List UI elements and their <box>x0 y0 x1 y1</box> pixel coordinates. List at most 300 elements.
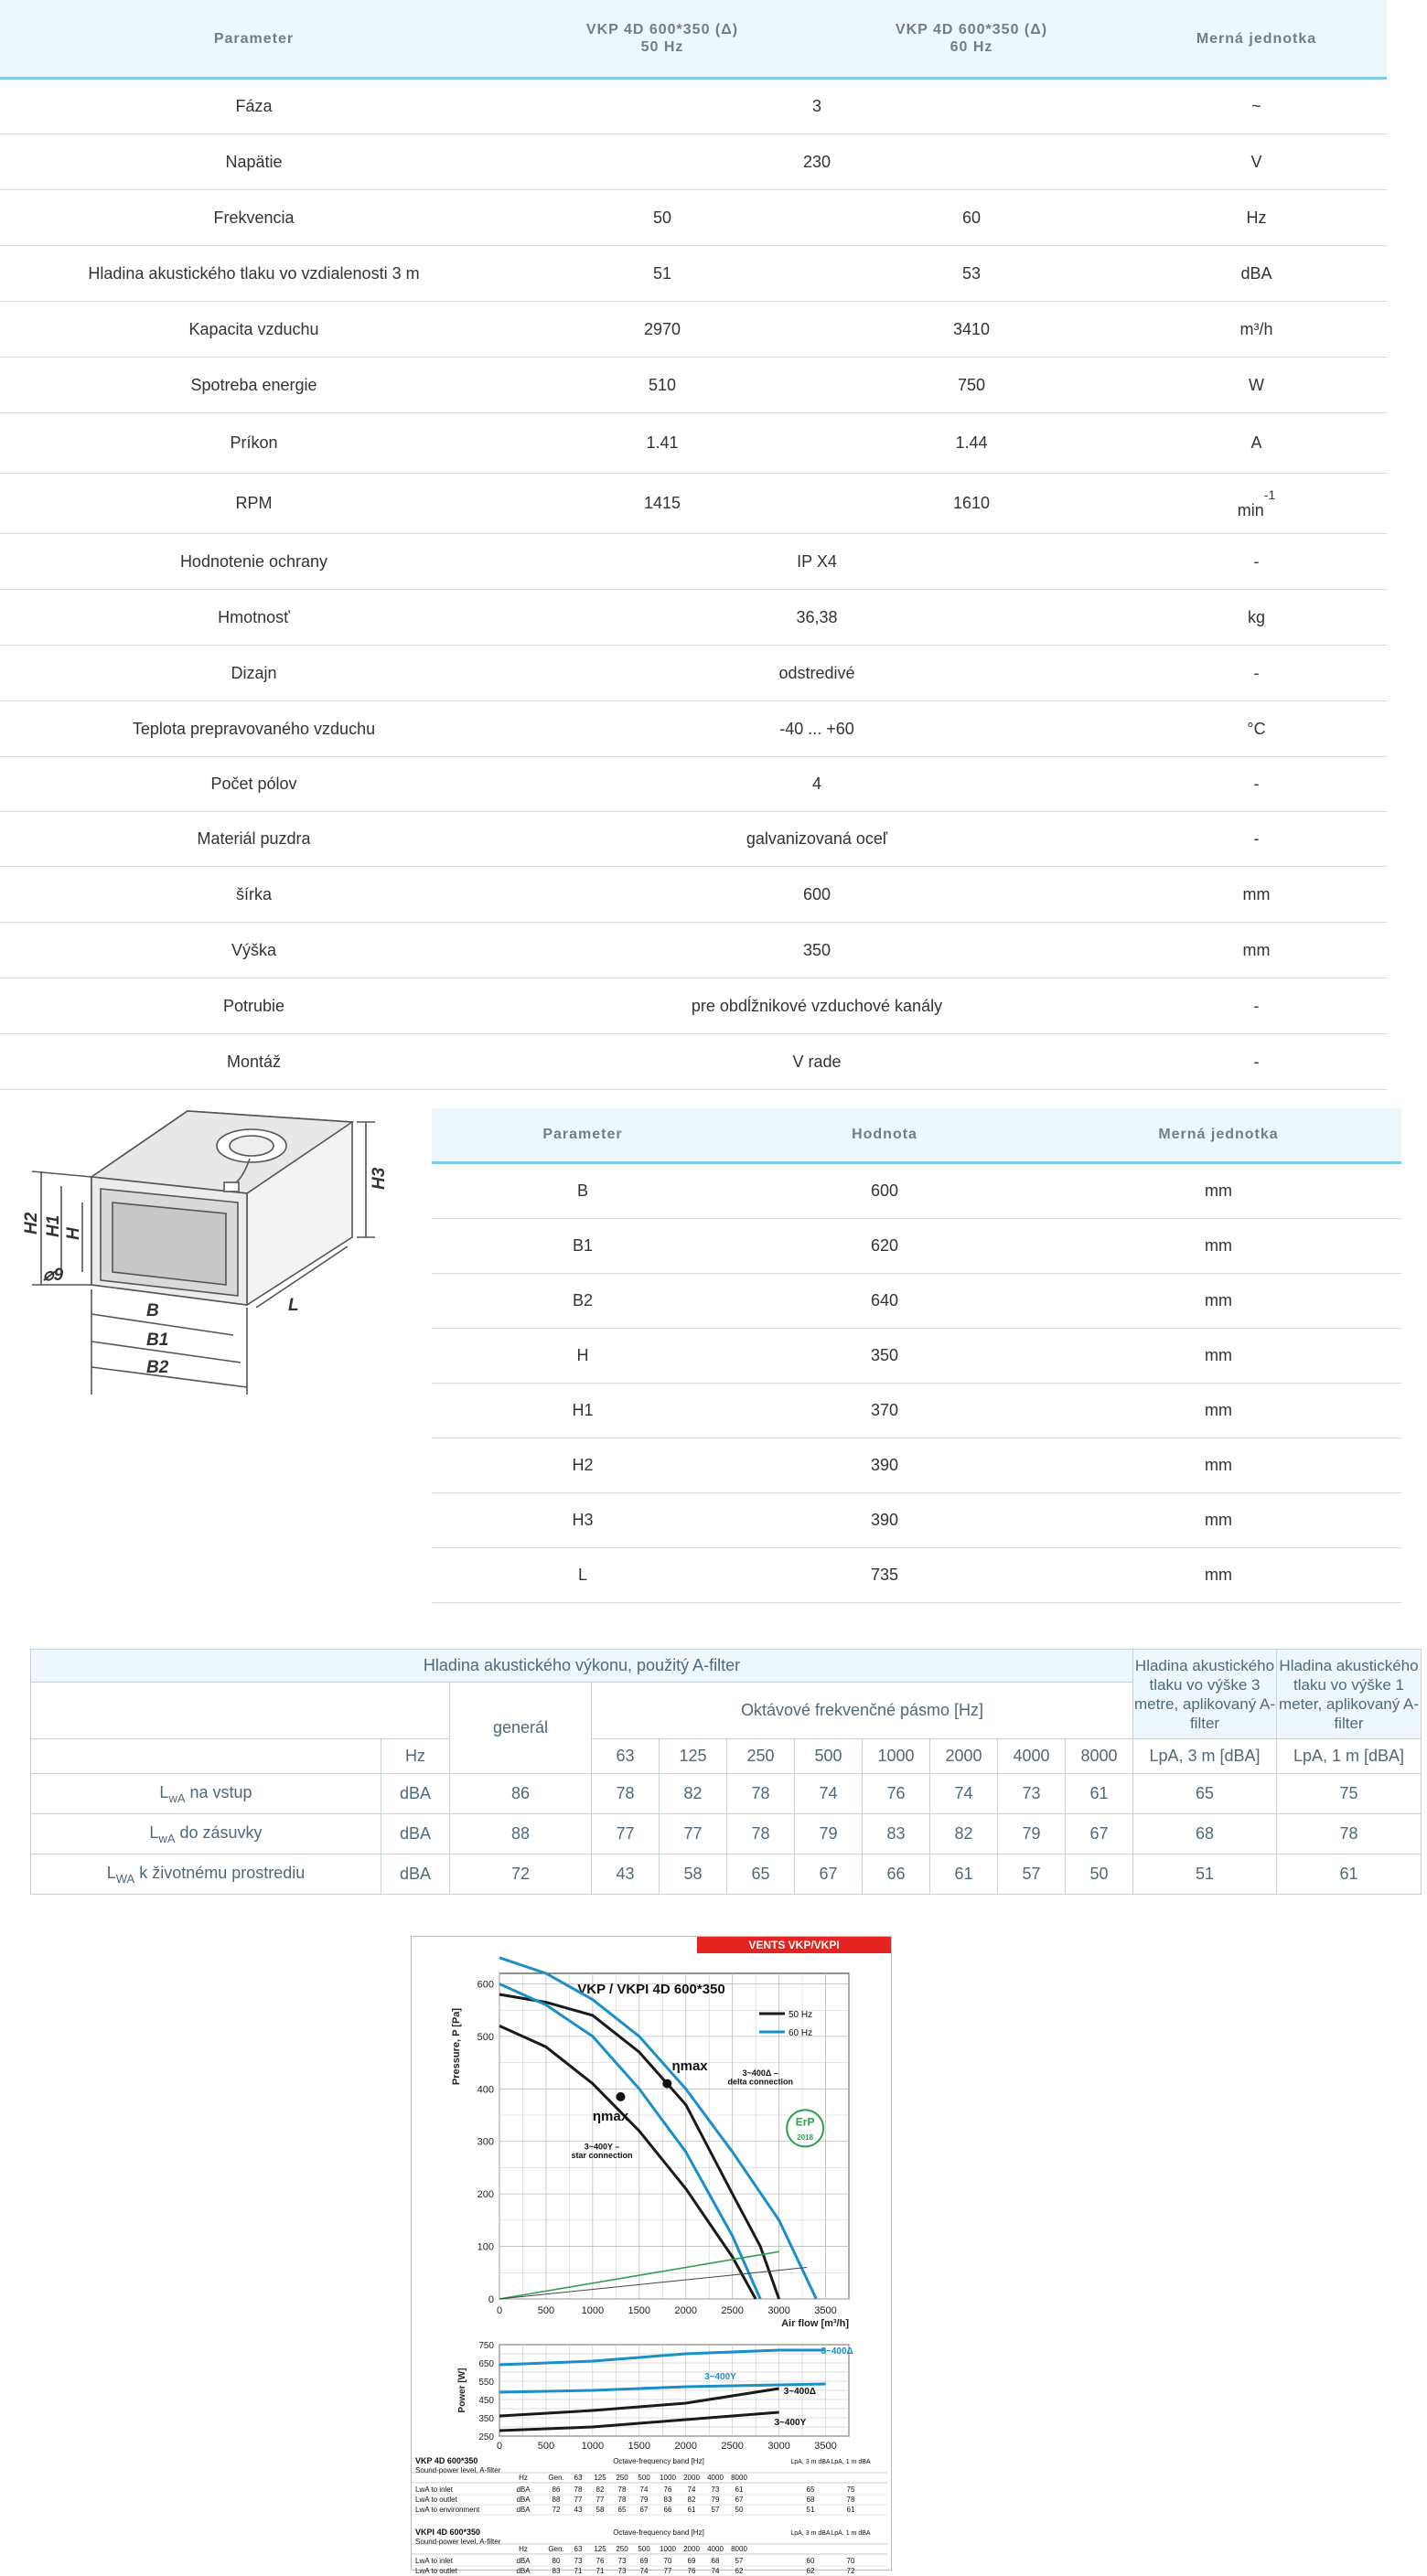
spec-header-row <box>0 0 1387 79</box>
label-hole-diameter: ⌀9 <box>43 1266 64 1285</box>
spec-label: Dizajn <box>0 646 508 701</box>
mini-table-row-name: LwA to inlet <box>415 2557 453 2565</box>
x-tick-label: 0 <box>496 2305 503 2316</box>
sound-unit: dBA <box>381 1855 450 1895</box>
spec-label: Počet pólov <box>0 757 508 812</box>
dimension-row <box>432 1274 1401 1329</box>
erp-badge-year: 2018 <box>797 2133 814 2143</box>
mini-table-value: 72 <box>846 2567 855 2575</box>
mini-table-col: 2000 <box>683 2474 700 2482</box>
mini-table-col: Hz <box>519 2474 528 2482</box>
mini-table-row-unit: dBA <box>516 2557 531 2565</box>
spec-unit: - <box>1126 812 1387 867</box>
spec-label: Spotreba energie <box>0 358 508 413</box>
mini-table-col: 8000 <box>731 2474 747 2482</box>
mini-table-col: 500 <box>638 2474 650 2482</box>
spec-row <box>0 812 1387 867</box>
spec-unit: ~ <box>1126 79 1387 134</box>
mini-table-value: 57 <box>711 2506 720 2514</box>
spec-row <box>0 190 1387 246</box>
dim-unit: mm <box>1035 1274 1401 1329</box>
spec-unit: A <box>1126 413 1387 474</box>
brand-label: VENTS VKP/VKPI <box>748 1939 840 1951</box>
mini-table-col: Gen. <box>548 2474 564 2482</box>
sound-lpa3: 51 <box>1133 1855 1277 1895</box>
mini-table-octave: Octave-frequency band [Hz] <box>613 2528 704 2537</box>
mini-table-row-name: LwA to outlet <box>415 2567 457 2575</box>
mini-table-value: 68 <box>806 2496 815 2504</box>
spec-value: 3 <box>508 79 1126 134</box>
power-x-tick: 3500 <box>814 2441 837 2452</box>
power-y-tick: 250 <box>478 2432 494 2442</box>
dimension-row <box>432 1493 1401 1548</box>
sound-band-value: 74 <box>795 1774 863 1814</box>
mini-table-value: 71 <box>574 2567 583 2575</box>
mini-table-value: 76 <box>687 2567 696 2575</box>
spec-unit: mm <box>1126 867 1387 923</box>
spec-header-unit: Merná jednotka <box>1126 0 1387 79</box>
sound-lpa3: 68 <box>1133 1814 1277 1855</box>
spec-value-60hz: 53 <box>817 246 1126 302</box>
spec-unit: W <box>1126 358 1387 413</box>
dimension-row <box>432 1329 1401 1384</box>
dim-header-value: Hodnota <box>734 1108 1035 1163</box>
mini-table-col: 2000 <box>683 2545 700 2553</box>
mini-table-col: 4000 <box>707 2545 724 2553</box>
mini-table-model: VKP 4D 600*350 <box>415 2456 478 2465</box>
spec-row <box>0 246 1387 302</box>
spec-unit: V <box>1126 134 1387 190</box>
mini-table-lpa3: LpA, 3 m dBA <box>790 2530 831 2537</box>
mini-table-value: 78 <box>846 2496 855 2504</box>
spec-value: odstredivé <box>508 646 1126 701</box>
label-b2: B2 <box>146 1358 169 1377</box>
mini-table-value: 86 <box>552 2485 561 2494</box>
dim-unit: mm <box>1035 1548 1401 1603</box>
dimension-row <box>432 1384 1401 1438</box>
dim-unit: mm <box>1035 1493 1401 1548</box>
dim-parameter: H1 <box>432 1384 734 1438</box>
spec-value: 36,38 <box>508 590 1126 646</box>
dim-unit: mm <box>1035 1438 1401 1493</box>
spec-header-parameter: Parameter <box>0 0 508 79</box>
dim-header-unit: Merná jednotka <box>1035 1108 1401 1163</box>
spec-row <box>0 302 1387 358</box>
spec-row <box>0 978 1387 1034</box>
spec-value: 350 <box>508 923 1126 978</box>
sound-lpa3: 65 <box>1133 1774 1277 1814</box>
mini-table-col: Hz <box>519 2545 528 2553</box>
sound-lpa1: 61 <box>1277 1855 1422 1895</box>
sound-lpa1: 78 <box>1277 1814 1422 1855</box>
hz-header: Hz <box>381 1739 450 1774</box>
spec-row <box>0 590 1387 646</box>
mini-table-model: VKPI 4D 600*350 <box>415 2528 481 2537</box>
dim-value: 600 <box>734 1163 1035 1219</box>
dim-value: 390 <box>734 1438 1035 1493</box>
sound-band-value: 73 <box>998 1774 1066 1814</box>
spec-unit: - <box>1126 978 1387 1034</box>
mini-table-value: 83 <box>663 2496 672 2504</box>
sound-band-value: 67 <box>795 1855 863 1895</box>
dim-parameter: H <box>432 1329 734 1384</box>
spec-value-50hz: 50 <box>508 190 817 246</box>
mini-table-col: 125 <box>594 2545 606 2553</box>
mini-table-row-unit: dBA <box>516 2485 531 2494</box>
band-header: 500 <box>795 1739 863 1774</box>
mini-table-value: 62 <box>735 2567 744 2575</box>
spec-label: Hodnotenie ochrany <box>0 534 508 590</box>
spec-row <box>0 701 1387 757</box>
power-x-tick: 2500 <box>721 2441 744 2452</box>
band-header: 8000 <box>1066 1739 1133 1774</box>
mini-table-value: 78 <box>617 2496 627 2504</box>
label-l: L <box>288 1296 299 1315</box>
dim-value: 735 <box>734 1548 1035 1603</box>
mini-table-col: 8000 <box>731 2545 747 2553</box>
delta-note-line: delta connection <box>727 2077 793 2087</box>
spec-label: Fáza <box>0 79 508 134</box>
mini-table-value: 72 <box>552 2506 561 2514</box>
mini-table-value: 67 <box>639 2506 649 2514</box>
sound-unit: dBA <box>381 1774 450 1814</box>
band-header: 1000 <box>863 1739 930 1774</box>
sound-title-row <box>31 1650 1422 1683</box>
mini-table-value: 76 <box>663 2485 672 2494</box>
y-tick-label: 300 <box>477 2136 494 2148</box>
lpa3-header: Hladina akustického tlaku vo výške 3 metre, aplikovaný A-filter <box>1133 1650 1277 1739</box>
mini-table-value: 43 <box>574 2506 583 2514</box>
label-h2: H2 <box>22 1212 41 1235</box>
spec-value-50hz: 2970 <box>508 302 817 358</box>
spec-value-50hz: 1.41 <box>508 413 817 474</box>
spec-unit: - <box>1126 757 1387 812</box>
sound-band-value: 65 <box>727 1855 795 1895</box>
spec-label: Výška <box>0 923 508 978</box>
mini-table-col: 250 <box>616 2474 628 2482</box>
mini-table-value: 65 <box>806 2485 815 2494</box>
dim-parameter: H2 <box>432 1438 734 1493</box>
x-tick-label: 3000 <box>767 2305 790 2316</box>
dim-value: 620 <box>734 1219 1035 1274</box>
sound-band-value: 82 <box>930 1814 998 1855</box>
mini-table-value: 82 <box>595 2485 605 2494</box>
power-series-label: 3~400Y <box>774 2418 807 2428</box>
power-y-label: Power [W] <box>457 2368 467 2413</box>
sound-band-value: 76 <box>863 1774 930 1814</box>
spec-row <box>0 358 1387 413</box>
sound-band-value: 74 <box>930 1774 998 1814</box>
mini-table-col: 125 <box>594 2474 606 2482</box>
sound-general: 86 <box>450 1774 592 1814</box>
mini-table-value: 77 <box>663 2567 672 2575</box>
mini-table-value: 69 <box>639 2557 649 2565</box>
spec-value-60hz: 60 <box>817 190 1126 246</box>
mini-table-col: 1000 <box>660 2474 676 2482</box>
spec-row <box>0 534 1387 590</box>
sound-row-label: $L_{wA}$ na vstup <box>31 1774 381 1814</box>
spec-label: šírka <box>0 867 508 923</box>
mini-table-value: 51 <box>806 2506 815 2514</box>
sound-band-value: 79 <box>998 1814 1066 1855</box>
spec-value-50hz: 510 <box>508 358 817 413</box>
dim-value: 350 <box>734 1329 1035 1384</box>
dimension-row <box>432 1163 1401 1219</box>
sound-band-value: 50 <box>1066 1855 1133 1895</box>
spec-label: Potrubie <box>0 978 508 1034</box>
band-header: 2000 <box>930 1739 998 1774</box>
sound-row-label: $L_{WA}$ k životnému prostrediu <box>31 1855 381 1895</box>
y-tick-label: 0 <box>488 2294 494 2305</box>
mini-table-value: 61 <box>687 2506 696 2514</box>
sound-band-value: 79 <box>795 1814 863 1855</box>
dim-unit: mm <box>1035 1329 1401 1384</box>
sound-band-value: 58 <box>660 1855 727 1895</box>
spec-row <box>0 474 1387 534</box>
dim-value: 390 <box>734 1493 1035 1548</box>
dim-parameter: B2 <box>432 1274 734 1329</box>
mini-table-value: 70 <box>846 2557 855 2565</box>
spec-unit: dBA <box>1126 246 1387 302</box>
mini-table-octave: Octave-frequency band [Hz] <box>613 2457 704 2465</box>
mini-table-lpa1: LpA, 1 m dBA <box>831 2459 871 2465</box>
mini-table-value: 71 <box>595 2567 605 2575</box>
spec-row <box>0 867 1387 923</box>
mini-table-value: 61 <box>735 2485 744 2494</box>
power-x-tick: 0 <box>496 2441 503 2452</box>
band-header: 250 <box>727 1739 795 1774</box>
band-header: 4000 <box>998 1739 1066 1774</box>
eta-max-label: ηmax <box>671 2058 708 2075</box>
power-y-tick: 350 <box>478 2414 494 2424</box>
mini-table-value: 88 <box>552 2496 561 2504</box>
mini-table-value: 82 <box>687 2496 696 2504</box>
spec-value: IP X4 <box>508 534 1126 590</box>
spec-unit: Hz <box>1126 190 1387 246</box>
mini-table-value: 74 <box>639 2485 649 2494</box>
mini-table-desc: Sound-power level, A-filter <box>415 2466 501 2474</box>
sound-band-value: 66 <box>863 1855 930 1895</box>
x-tick-label: 500 <box>537 2305 555 2316</box>
y-axis-label: Pressure, P [Pa] <box>451 2007 462 2086</box>
band-header: 125 <box>660 1739 727 1774</box>
spec-row <box>0 413 1387 474</box>
eta-max-point <box>662 2079 671 2089</box>
power-y-tick: 650 <box>478 2359 494 2369</box>
sound-row-label: $L_{wA}$ do zásuvky <box>31 1814 381 1855</box>
mini-table-value: 83 <box>552 2567 561 2575</box>
mini-table-value: 77 <box>595 2496 605 2504</box>
dimension-row <box>432 1438 1401 1493</box>
mini-table-value: 68 <box>711 2557 720 2565</box>
spec-value-50hz: 51 <box>508 246 817 302</box>
sound-band-value: 67 <box>1066 1814 1133 1855</box>
mini-table-value: 73 <box>574 2557 583 2565</box>
sound-row <box>31 1774 1422 1814</box>
mini-table-value: 76 <box>595 2557 605 2565</box>
performance-chart <box>412 1937 891 2575</box>
sound-table-title: Hladina akustického výkonu, použitý A-filter <box>31 1650 1133 1683</box>
mini-table-value: 69 <box>687 2557 696 2565</box>
x-tick-label: 2000 <box>674 2305 697 2316</box>
mini-table-value: 62 <box>806 2567 815 2575</box>
sound-band-row <box>31 1739 1422 1774</box>
mini-table-row-unit: dBA <box>516 2496 531 2504</box>
power-y-tick: 750 <box>478 2341 494 2351</box>
lpa3-col-header: LpA, 3 m [dBA] <box>1133 1739 1277 1774</box>
star-note-line: star connection <box>571 2151 633 2161</box>
mini-table-value: 80 <box>552 2557 561 2565</box>
dimensions-header-row <box>432 1108 1401 1163</box>
spec-unit: kg <box>1126 590 1387 646</box>
mini-table-desc: Sound-power level, A-filter <box>415 2538 501 2546</box>
sound-band-value: 77 <box>660 1814 727 1855</box>
sound-band-value: 77 <box>592 1814 660 1855</box>
dim-parameter: H3 <box>432 1493 734 1548</box>
spec-label: Kapacita vzduchu <box>0 302 508 358</box>
sound-band-value: 61 <box>930 1855 998 1895</box>
mini-table-value: 67 <box>735 2496 744 2504</box>
spec-label: Frekvencia <box>0 190 508 246</box>
mini-table-col: 4000 <box>707 2474 724 2482</box>
mini-table-row-unit: dBA <box>516 2567 531 2575</box>
y-tick-label: 200 <box>477 2189 494 2201</box>
mini-table-value: 75 <box>846 2485 855 2494</box>
power-x-tick: 2000 <box>674 2441 697 2452</box>
spec-unit: m³/h <box>1126 302 1387 358</box>
spec-row <box>0 1034 1387 1090</box>
dimension-row <box>432 1548 1401 1603</box>
label-h3: H3 <box>370 1167 389 1190</box>
eta-max-point <box>616 2092 625 2101</box>
mini-table-value: 78 <box>617 2485 627 2494</box>
spec-value-50hz: 1415 <box>508 474 817 534</box>
spec-row <box>0 923 1387 978</box>
chart-title: VKP / VKPI 4D 600*350 <box>577 1982 725 1997</box>
dim-parameter: B1 <box>432 1219 734 1274</box>
mini-table-value: 65 <box>617 2506 627 2514</box>
product-dimension-drawing <box>14 1102 398 1404</box>
spec-value: pre obdĺžnikové vzduchové kanály <box>508 978 1126 1034</box>
lpa1-header: Hladina akustického tlaku vo výške 1 meter, aplikovaný A-filter <box>1277 1650 1422 1739</box>
spec-row <box>0 757 1387 812</box>
x-tick-label: 1000 <box>581 2305 605 2316</box>
mini-table-row-unit: dBA <box>516 2506 531 2514</box>
sound-row <box>31 1814 1422 1855</box>
spec-header-50hz: VKP 4D 600*350 (Δ) 50 Hz <box>508 0 817 79</box>
x-tick-label: 1500 <box>628 2305 651 2316</box>
star-note-line: 3~400Y – <box>584 2142 620 2152</box>
power-x-tick: 1000 <box>581 2441 605 2452</box>
power-series-label: 3~400Δ <box>783 2387 816 2397</box>
mini-table-col: Gen. <box>548 2545 564 2553</box>
mini-table-value: 73 <box>617 2567 627 2575</box>
spec-label: Teplota prepravovaného vzduchu <box>0 701 508 757</box>
sound-power-table <box>30 1649 1422 1895</box>
y-tick-label: 400 <box>477 2084 494 2096</box>
mini-table-value: 74 <box>711 2567 720 2575</box>
spec-value-60hz: 750 <box>817 358 1126 413</box>
mini-table-col: 250 <box>616 2545 628 2553</box>
performance-chart-panel <box>411 1936 892 2575</box>
sound-general: 88 <box>450 1814 592 1855</box>
spec-unit: - <box>1126 534 1387 590</box>
spec-value: -40 ... +60 <box>508 701 1126 757</box>
mini-table-value: 73 <box>617 2557 627 2565</box>
dim-parameter: L <box>432 1548 734 1603</box>
spec-label: Príkon <box>0 413 508 474</box>
dim-unit: mm <box>1035 1219 1401 1274</box>
dim-unit: mm <box>1035 1384 1401 1438</box>
label-b1: B1 <box>146 1331 169 1350</box>
y-tick-label: 500 <box>477 2031 494 2043</box>
mini-table-value: 74 <box>639 2567 649 2575</box>
mini-table-lpa3: LpA, 3 m dBA <box>790 2459 831 2465</box>
mini-table-value: 79 <box>711 2496 720 2504</box>
spec-label: RPM <box>0 474 508 534</box>
spec-unit: °C <box>1126 701 1387 757</box>
legend-label-60hz: 60 Hz <box>789 2028 813 2038</box>
general-header: generál <box>450 1683 592 1774</box>
mini-table-value: 74 <box>687 2485 696 2494</box>
sound-band-value: 61 <box>1066 1774 1133 1814</box>
mini-table-value: 60 <box>806 2557 815 2565</box>
mini-table-value: 61 <box>846 2506 855 2514</box>
sound-row <box>31 1855 1422 1895</box>
dimensions-table <box>432 1108 1401 1603</box>
spec-row <box>0 79 1387 134</box>
spec-value: galvanizovaná oceľ <box>508 812 1126 867</box>
octave-band-header: Oktávové frekvenčné pásmo [Hz] <box>592 1683 1133 1739</box>
eta-max-label: ηmax <box>592 2108 629 2124</box>
sound-band-value: 78 <box>592 1774 660 1814</box>
dim-unit: mm <box>1035 1163 1401 1219</box>
spec-label: Hladina akustického tlaku vo vzdialenosti 3 m <box>0 246 508 302</box>
x-axis-label: Air flow [m³/h] <box>781 2318 849 2329</box>
mini-table-value: 50 <box>735 2506 744 2514</box>
mini-table-value: 73 <box>711 2485 720 2494</box>
mini-table-value: 58 <box>595 2506 605 2514</box>
mini-table-value: 77 <box>574 2496 583 2504</box>
spec-unit: $\min^{-1}$ <box>1126 474 1387 534</box>
sound-lpa1: 75 <box>1277 1774 1422 1814</box>
spec-value-60hz: 1610 <box>817 474 1126 534</box>
spec-value: 600 <box>508 867 1126 923</box>
spec-value: V rade <box>508 1034 1126 1090</box>
power-series-label: 3~400Δ <box>821 2346 853 2357</box>
spec-unit: mm <box>1126 923 1387 978</box>
spec-label: Hmotnosť <box>0 590 508 646</box>
mini-table-lpa1: LpA, 1 m dBA <box>831 2530 871 2537</box>
mini-table-value: 79 <box>639 2496 649 2504</box>
power-series-label: 3~400Y <box>704 2372 736 2382</box>
delta-note-line: 3~400Δ – <box>742 2068 778 2078</box>
mini-table-row-name: LwA to inlet <box>415 2485 453 2494</box>
spec-label: Materiál puzdra <box>0 812 508 867</box>
spec-value: 230 <box>508 134 1126 190</box>
x-tick-label: 2500 <box>721 2305 744 2316</box>
sound-general: 72 <box>450 1855 592 1895</box>
dim-value: 640 <box>734 1274 1035 1329</box>
y-tick-label: 100 <box>477 2241 494 2253</box>
power-x-tick: 3000 <box>767 2441 790 2452</box>
sound-band-value: 57 <box>998 1855 1066 1895</box>
mini-table-col: 63 <box>574 2474 583 2482</box>
sound-band-value: 43 <box>592 1855 660 1895</box>
label-h: H <box>64 1227 83 1240</box>
mini-table-row-name: LwA to environment <box>415 2506 480 2514</box>
sound-band-value: 83 <box>863 1814 930 1855</box>
